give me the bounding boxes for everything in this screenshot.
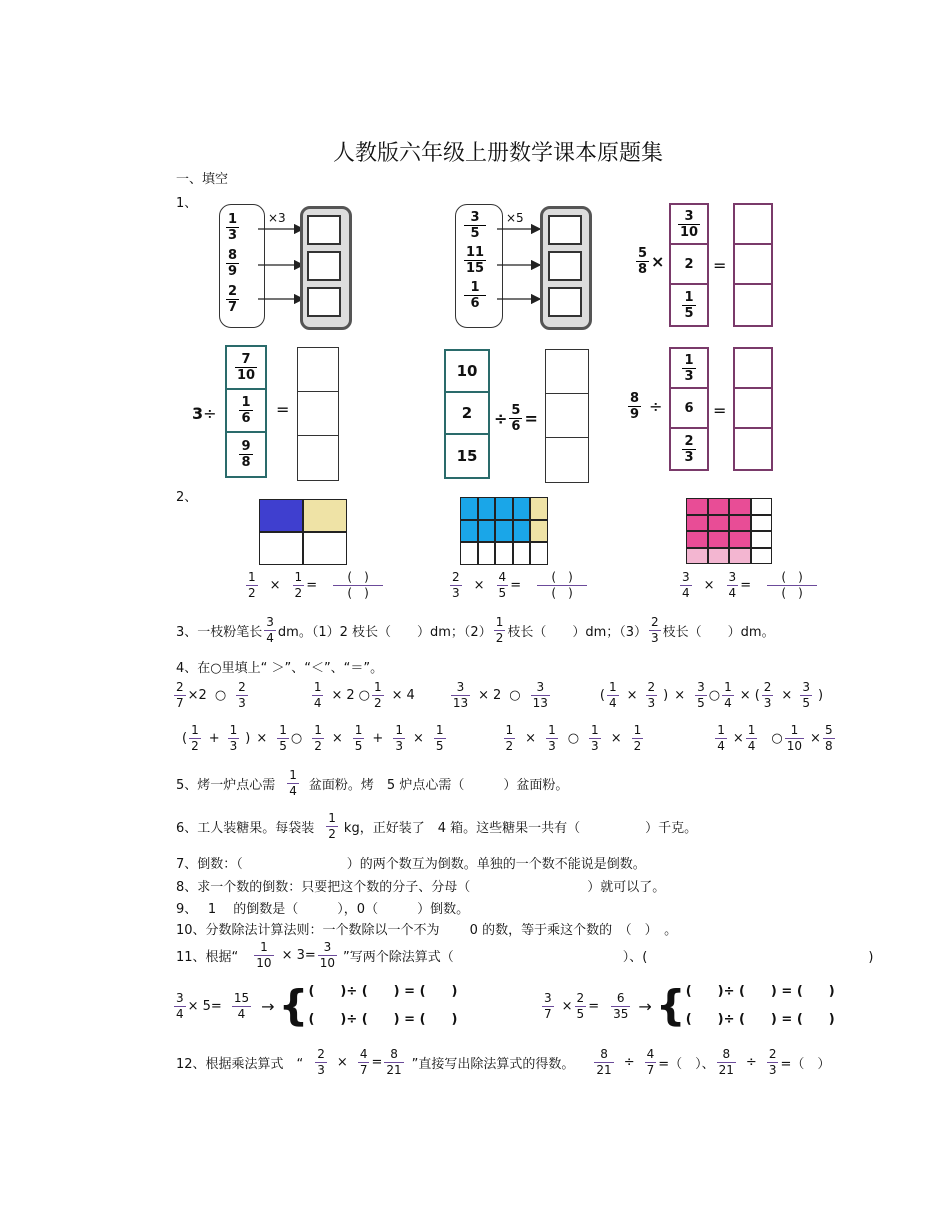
q11-e1-blanks[interactable] bbox=[308, 978, 457, 1034]
q1-p6-op: ÷ bbox=[649, 397, 663, 416]
q11-e2-mult: 2 5 bbox=[576, 990, 585, 1021]
q2-e1-times: × bbox=[269, 578, 281, 593]
q4-frac: 3 13 bbox=[532, 680, 548, 710]
q2-e2-b: 4 5 bbox=[498, 570, 507, 600]
q4-plus: + bbox=[372, 731, 384, 746]
q4-frac: 1 3 bbox=[548, 723, 556, 753]
grid-cell bbox=[729, 531, 751, 548]
q1-p6-answer-box-3[interactable] bbox=[735, 429, 771, 469]
q3-text-c: 枝长（ ）dm；（3） bbox=[507, 625, 648, 640]
q4-frac: 2 3 bbox=[647, 680, 656, 710]
q4-compare-circle[interactable]: ○ bbox=[358, 688, 370, 703]
q1-p1-frac-3: 2 7 bbox=[228, 284, 238, 315]
q10: 10、分数除法计算法则：一个数除以一个不为 0 的数，等于乘这个数的 （ ） 。 bbox=[176, 923, 678, 938]
q1-p5-answer-box-3[interactable] bbox=[546, 438, 588, 482]
q12-frac-3: 8 21 bbox=[386, 1047, 402, 1077]
grid-cell bbox=[303, 532, 347, 565]
q2-e3-answer[interactable]: ( ) ( ) bbox=[767, 570, 817, 601]
q2-grid-1 bbox=[259, 499, 347, 565]
q12-frac-5: 4 7 bbox=[646, 1047, 655, 1077]
q4-paren: ( bbox=[754, 688, 760, 703]
grid-cell bbox=[513, 542, 531, 565]
grid-cell bbox=[708, 548, 730, 565]
q1-p6-item-3: 2 3 bbox=[684, 433, 694, 465]
q11-e1-arrow: → bbox=[261, 996, 275, 1016]
q12-frac-1: 2 3 bbox=[317, 1047, 325, 1077]
q4-row-1 bbox=[172, 680, 823, 711]
q4-frac: 1 5 bbox=[354, 723, 363, 753]
q2-e3-eq: = bbox=[740, 578, 752, 593]
q1-p6-answer-box-2[interactable] bbox=[735, 389, 771, 429]
q1-p4-item-3: 9 8 bbox=[241, 439, 251, 470]
q3-text-b: dm。（1）2 枝长（ ）dm；（2） bbox=[277, 625, 492, 640]
q1-p3-item-2: 2 bbox=[671, 245, 707, 285]
q5 bbox=[176, 768, 568, 799]
q4-frac: 1 4 bbox=[724, 680, 732, 710]
q11-example-2 bbox=[540, 978, 835, 1034]
q4-compare-circle[interactable]: ○ bbox=[214, 688, 227, 703]
q4-frac: 1 3 bbox=[591, 723, 599, 753]
q1-p2-multiplier: ×5 bbox=[506, 211, 524, 225]
q4-compare-circle[interactable]: ○ bbox=[290, 731, 303, 746]
q1-p6-answer-column bbox=[733, 347, 773, 471]
q11-e2-eq: = bbox=[588, 998, 600, 1014]
q2-grid-2 bbox=[460, 497, 548, 565]
q2-e3-times: × bbox=[703, 578, 715, 593]
q12-frac-7: 2 3 bbox=[768, 1047, 777, 1077]
q4-frac: 1 4 bbox=[747, 723, 756, 753]
grid-cell bbox=[686, 548, 708, 565]
q1-p4-item-1: 7 10 bbox=[236, 352, 256, 383]
grid-cell bbox=[686, 531, 708, 548]
q2-e2-a: 2 3 bbox=[452, 570, 460, 600]
q4-times: × bbox=[610, 731, 622, 746]
q2-expr-1 bbox=[244, 570, 385, 601]
q1-p5-item-1: 10 bbox=[446, 351, 488, 393]
q4-times: × bbox=[391, 688, 403, 703]
q2-e3-b: 3 4 bbox=[728, 570, 737, 600]
q1-p4-eq: = bbox=[276, 400, 290, 419]
q1-p6-given-column bbox=[669, 347, 709, 471]
grid-cell bbox=[460, 497, 478, 520]
q11-e1-frac: 3 4 bbox=[176, 990, 184, 1021]
q12-text-b: ”直接写出除法算式的得数。 bbox=[411, 1057, 575, 1072]
grid-cell bbox=[259, 499, 303, 532]
q11-frac-1: 1 10 bbox=[256, 940, 272, 970]
q4-paren: ) bbox=[245, 731, 251, 746]
q11-e2-arrow: → bbox=[638, 996, 652, 1016]
q1-p3-op: × bbox=[651, 252, 665, 271]
q4-frac: 2 3 bbox=[763, 680, 772, 710]
q1-p2-answer-box-1[interactable] bbox=[548, 215, 582, 245]
q1-p3-answer-column bbox=[733, 203, 773, 327]
q4-times: × bbox=[810, 731, 821, 746]
q4-row-2 bbox=[182, 723, 837, 754]
q2-e2-answer[interactable]: ( ) ( ) bbox=[537, 570, 587, 601]
q4-times: × bbox=[674, 688, 686, 703]
grid-cell bbox=[460, 542, 478, 565]
q4-times: × bbox=[331, 688, 343, 703]
q4-plus: + bbox=[208, 731, 220, 746]
q4-frac: 2 7 bbox=[176, 680, 184, 710]
q2-label: 2、 bbox=[176, 490, 198, 505]
q4-frac: 1 2 bbox=[505, 723, 514, 753]
q4-frac: 2 3 bbox=[238, 680, 246, 710]
q12-answer-2[interactable]: =（ ） bbox=[780, 1057, 831, 1072]
q5-text-b: 盆面粉。烤 5 炉点心需（ ）盆面粉。 bbox=[308, 778, 569, 793]
q4-times: × bbox=[187, 688, 199, 703]
q11-e1-line-2[interactable]: ( )÷ ( ) = ( ) bbox=[308, 1012, 458, 1027]
q5-text-a: 5、烤一炉点心需 bbox=[176, 778, 276, 793]
q1-p4-answer-box-2[interactable] bbox=[298, 392, 338, 436]
q1-p2-frac-3: 1 6 bbox=[464, 280, 486, 311]
q1-p5-answer-box-1[interactable] bbox=[546, 350, 588, 394]
q1-p3-answer-box-2[interactable] bbox=[735, 245, 771, 285]
grid-cell bbox=[751, 498, 773, 515]
q11-e1-line-1[interactable]: ( )÷ ( ) = ( ) bbox=[308, 984, 458, 999]
q1-p5-eq: = bbox=[524, 409, 538, 428]
q3-text-a: 3、一枝粉笔长 bbox=[176, 625, 263, 640]
q1-p6-answer-box-1[interactable] bbox=[735, 349, 771, 389]
q4-num: 2 bbox=[198, 688, 207, 703]
q7: 7、倒数：（ ）的两个数互为倒数。单独的一个数不能说是倒数。 bbox=[176, 857, 646, 872]
q4-times: × bbox=[739, 688, 751, 703]
q2-e1-b: 1 2 bbox=[294, 570, 303, 600]
q4-compare-circle[interactable]: ○ bbox=[567, 731, 580, 746]
q4-frac: 3 5 bbox=[697, 680, 705, 710]
q4-frac: 1 2 bbox=[191, 723, 199, 753]
q1-p5-answer-column bbox=[545, 349, 589, 483]
q11-e1-result: 15 4 bbox=[233, 990, 250, 1021]
q4-instruction: 4、在○里填上“ ＞”、“＜”、“＝”。 bbox=[176, 661, 384, 676]
q4-frac: 1 2 bbox=[633, 723, 642, 753]
q6-text-b: kg，正好装了 4 箱。这些糖果一共有（ ）千克。 bbox=[343, 821, 698, 836]
q1-p2-answer-box-3[interactable] bbox=[548, 287, 582, 317]
q12-frac-6: 8 21 bbox=[718, 1047, 734, 1077]
q3-frac-1: 3 4 bbox=[266, 615, 274, 645]
grid-cell bbox=[530, 497, 548, 520]
q11-statement bbox=[176, 940, 873, 971]
q4-frac: 1 4 bbox=[608, 680, 617, 710]
q11-text-a: 11、根据“ bbox=[176, 950, 239, 965]
q4-frac: 5 8 bbox=[824, 723, 833, 753]
q2-e3-a: 3 4 bbox=[682, 570, 690, 600]
q1-p1-frac-1: 1 3 bbox=[228, 212, 238, 243]
grid-cell bbox=[686, 498, 708, 515]
q4-paren: ( bbox=[182, 731, 188, 746]
q4-frac: 1 4 bbox=[717, 723, 725, 753]
q4-times: × bbox=[256, 731, 268, 746]
section-heading: 一、填空 bbox=[176, 172, 229, 187]
q11-e2-frac: 3 7 bbox=[544, 990, 552, 1021]
q4-compare-circle[interactable]: ○ bbox=[708, 688, 721, 703]
q12-eq: = bbox=[371, 1055, 383, 1070]
grid-cell bbox=[708, 531, 730, 548]
q4-frac: 1 4 bbox=[313, 680, 322, 710]
q1-p5-answer-box-2[interactable] bbox=[546, 394, 588, 438]
q1-p2-answer-box-2[interactable] bbox=[548, 251, 582, 281]
q12-div: ÷ bbox=[623, 1055, 635, 1070]
q1-p1-answer-group bbox=[300, 206, 352, 330]
q4-paren: ( bbox=[599, 688, 605, 703]
grid-cell bbox=[729, 515, 751, 532]
q4-num: 2 bbox=[493, 688, 502, 703]
q1-p6-eq: = bbox=[713, 401, 727, 420]
q1-p2-frac-2: 11 15 bbox=[466, 245, 485, 276]
grid-cell bbox=[303, 499, 347, 532]
q2-expr-2 bbox=[448, 570, 589, 601]
q1-p2-arrows bbox=[497, 215, 545, 310]
grid-cell bbox=[513, 497, 531, 520]
q3-frac-2: 1 2 bbox=[495, 615, 504, 645]
q11-e1-brace: { bbox=[278, 981, 309, 1030]
q8: 8、求一个数的倒数：只要把这个数的分子、分母（ ）就可以了。 bbox=[176, 880, 666, 895]
q1-p5-item-3: 15 bbox=[456, 447, 478, 465]
grid-cell bbox=[530, 520, 548, 543]
grid-cell bbox=[530, 542, 548, 565]
q11-example-1 bbox=[172, 978, 457, 1034]
q4-frac: 1 5 bbox=[279, 723, 287, 753]
grid-cell bbox=[686, 515, 708, 532]
grid-cell bbox=[495, 542, 513, 565]
q12-frac-4: 8 21 bbox=[596, 1047, 612, 1077]
q11-frac-2: 3 10 bbox=[319, 940, 336, 970]
grid-cell bbox=[729, 498, 751, 515]
q12-div: ÷ bbox=[745, 1055, 757, 1070]
q12-answer-1[interactable]: =（ ）、 bbox=[658, 1057, 715, 1072]
q1-p3-eq: = bbox=[713, 256, 727, 275]
q1-p3-answer-box-1[interactable] bbox=[735, 205, 771, 245]
grid-cell bbox=[478, 497, 496, 520]
q6-frac: 1 2 bbox=[328, 811, 336, 841]
q11-text-b: × 3= bbox=[281, 948, 316, 963]
q4-compare-circle[interactable]: ○ bbox=[771, 731, 783, 746]
q6-text-a: 6、工人装糖果。每袋装 bbox=[176, 821, 315, 836]
grid-cell bbox=[729, 548, 751, 565]
q2-grid-3 bbox=[686, 498, 772, 564]
q1-p4-item-2: 1 6 bbox=[241, 395, 251, 426]
grid-cell bbox=[751, 548, 773, 565]
grid-cell bbox=[708, 498, 730, 515]
q1-p6-lead-frac: 8 9 bbox=[630, 391, 640, 422]
q1-p3-item-3: 1 5 bbox=[684, 289, 694, 321]
q4-times: × bbox=[331, 731, 343, 746]
q6 bbox=[176, 811, 697, 842]
q1-p4-lead: 3 bbox=[192, 404, 204, 423]
grid-cell bbox=[513, 520, 531, 543]
q4-times: × bbox=[781, 688, 793, 703]
q1-p4-op: ÷ bbox=[203, 404, 217, 423]
q2-expr-3 bbox=[678, 570, 819, 601]
q11-e2-line-2[interactable]: ( )÷ ( ) = ( ) bbox=[685, 1012, 835, 1027]
grid-cell bbox=[708, 515, 730, 532]
grid-cell bbox=[495, 497, 513, 520]
q4-frac: 1 3 bbox=[229, 723, 238, 753]
q4-times: × bbox=[626, 688, 638, 703]
grid-cell bbox=[751, 531, 773, 548]
grid-cell bbox=[460, 520, 478, 543]
q4-paren: ) bbox=[663, 688, 669, 703]
q4-frac: 1 2 bbox=[314, 723, 322, 753]
q4-paren: ) bbox=[817, 688, 824, 703]
q11-e2-times: × bbox=[561, 998, 573, 1014]
q1-p5-op: ÷ bbox=[494, 409, 508, 428]
q1-p6-item-2: 6 bbox=[671, 389, 707, 429]
q1-label: 1、 bbox=[176, 196, 198, 211]
q12 bbox=[176, 1047, 830, 1078]
q1-p4-given-column bbox=[225, 345, 267, 478]
q1-p6-item-1: 1 3 bbox=[684, 352, 694, 384]
q1-p1-answer-box-2[interactable] bbox=[307, 251, 341, 281]
q11-e2-result: 6 35 bbox=[613, 990, 629, 1021]
q1-p5-item-2: 2 bbox=[446, 393, 488, 435]
q11-text-c: ”写两个除法算式（ ）、( ) bbox=[343, 950, 874, 965]
q2-e2-times: × bbox=[473, 578, 485, 593]
q4-times: × bbox=[525, 731, 537, 746]
q1-p1-frac-2: 8 9 bbox=[228, 248, 238, 279]
q4-times: × bbox=[412, 731, 424, 746]
q4-compare-circle[interactable]: ○ bbox=[509, 688, 521, 703]
q12-frac-2: 4 7 bbox=[359, 1047, 368, 1077]
q2-e1-eq: = bbox=[306, 578, 318, 593]
q1-p4-answer-box-3[interactable] bbox=[298, 436, 338, 480]
q12-times: × bbox=[336, 1055, 348, 1070]
q11-e1-times: × 5= bbox=[187, 998, 222, 1014]
q9: 9、 1 的倒数是（ ），0（ ）倒数。 bbox=[176, 902, 470, 917]
q1-p4-answer-box-1[interactable] bbox=[298, 348, 338, 392]
q12-text-a: 12、根据乘法算式 “ bbox=[176, 1057, 304, 1072]
q4-frac: 1 3 bbox=[395, 723, 403, 753]
q4-frac: 1 2 bbox=[373, 680, 382, 710]
grid-cell bbox=[259, 532, 303, 565]
q4-num: 2 bbox=[346, 688, 355, 703]
q4-frac: 3 13 bbox=[452, 680, 469, 710]
q4-num: 4 bbox=[406, 688, 415, 703]
q1-p2-answer-group bbox=[540, 206, 592, 330]
q11-e2-blanks[interactable] bbox=[686, 978, 835, 1034]
q1-p1-multiplier: ×3 bbox=[268, 211, 286, 225]
page-title: 人教版六年级上册数学课本原题集 bbox=[333, 141, 664, 166]
q2-e1-a: 1 2 bbox=[248, 570, 256, 600]
q1-p4-answer-column bbox=[297, 347, 339, 481]
q1-p3-lead-frac: 5 8 bbox=[638, 246, 648, 277]
q11-e2-line-1[interactable]: ( )÷ ( ) = ( ) bbox=[685, 984, 835, 999]
q4-times: × bbox=[478, 688, 489, 703]
q1-p5-given-column bbox=[444, 349, 490, 479]
q3-text-d: 枝长（ ）dm。 bbox=[662, 625, 775, 640]
q11-e2-brace: { bbox=[655, 981, 686, 1030]
q2-e2-eq: = bbox=[510, 578, 522, 593]
q1-p1-answer-box-1[interactable] bbox=[307, 215, 341, 245]
grid-cell bbox=[478, 542, 496, 565]
q1-p3-given-column bbox=[669, 203, 709, 327]
q2-e1-answer[interactable]: ( ) ( ) bbox=[333, 570, 383, 601]
grid-cell bbox=[495, 520, 513, 543]
q4-frac: 1 10 bbox=[786, 723, 803, 753]
q4-times: × bbox=[732, 731, 744, 746]
q1-p3-item-1: 3 10 bbox=[679, 208, 699, 240]
q5-frac: 1 4 bbox=[289, 768, 297, 798]
q3-frac-3: 2 3 bbox=[651, 615, 659, 645]
grid-cell bbox=[751, 515, 773, 532]
q1-p2-frac-1: 3 5 bbox=[464, 210, 486, 241]
q4-frac: 1 5 bbox=[435, 723, 444, 753]
q1-p3-answer-box-3[interactable] bbox=[735, 285, 771, 325]
grid-cell bbox=[478, 520, 496, 543]
q3 bbox=[176, 615, 775, 646]
q1-p5-frac: 5 6 bbox=[511, 403, 521, 434]
q4-frac: 3 5 bbox=[802, 680, 810, 710]
q1-p1-answer-box-3[interactable] bbox=[307, 287, 341, 317]
